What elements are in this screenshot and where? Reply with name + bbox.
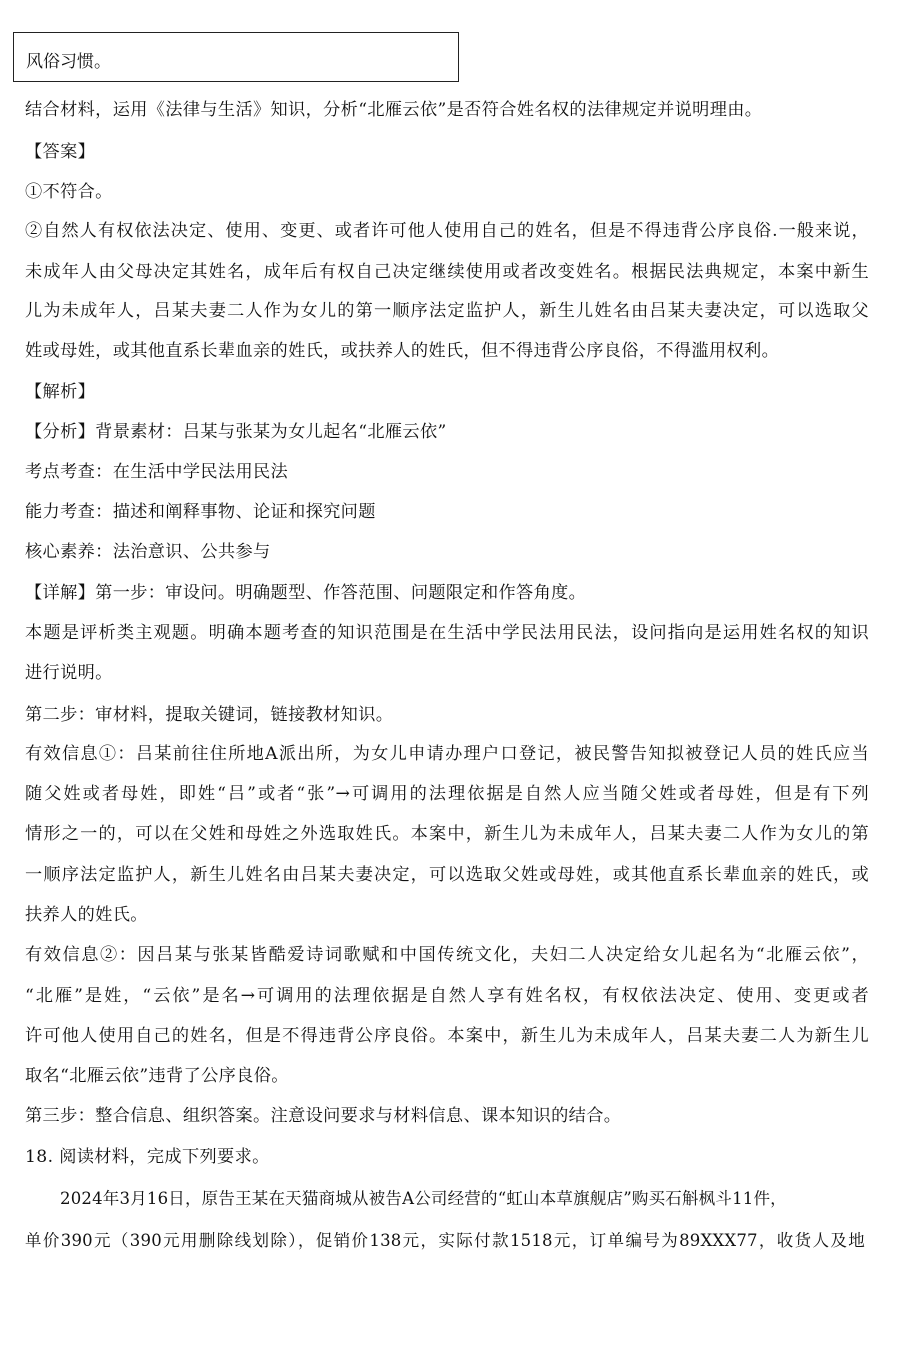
- answer-line: 儿为未成年人，吕某夫妻二人作为女儿的第一顺序法定监护人，新生儿姓名由吕某夫妻决定，可以选取父: [25, 301, 869, 321]
- analysis-line: 有效信息②：因吕某与张某皆酷爱诗词歌赋和中国传统文化，夫妇二人决定给女儿起名为“北雁云依”，: [25, 945, 869, 965]
- analysis-line: 一顺序法定监护人，新生儿姓名由吕某夫妻决定，可以选取父姓或母姓，或其他直系长辈血亲的姓氏，或: [25, 865, 869, 885]
- analysis-line: 取名“北雁云依”违背了公序良俗。: [25, 1066, 289, 1086]
- analysis-line: 扶养人的姓氏。: [25, 905, 148, 925]
- analysis-line: 第三步：整合信息、组织答案。注意设问要求与材料信息、课本知识的结合。: [25, 1106, 622, 1126]
- answer-heading: 【答案】: [25, 142, 96, 162]
- analysis-line: 核心素养：法治意识、公共参与: [25, 542, 271, 562]
- analysis-line: 许可他人使用自己的姓名，但是不得违背公序良俗。本案中，新生儿为未成年人，吕某夫妻二人为新生儿: [25, 1026, 869, 1046]
- question-18-material: 单价390元（390元用删除线划除），促销价138元，实际付款1518元，订单编号为89XXX77，收货人及地: [25, 1231, 865, 1250]
- answer-line: 未成年人由父母决定其姓名，成年后有权自己决定继续使用或者改变姓名。根据民法典规定，本案中新生: [25, 262, 869, 282]
- answer-line: 姓或母姓，或其他直系长辈血亲的姓氏，或扶养人的姓氏，但不得违背公序良俗，不得滥用权利。: [25, 341, 780, 361]
- analysis-line: 【详解】第一步：审设问。明确题型、作答范围、问题限定和作答角度。: [25, 583, 587, 603]
- analysis-line: 本题是评析类主观题。明确本题考查的知识范围是在生活中学民法用民法，设问指向是运用姓名权的知识: [25, 623, 869, 643]
- analysis-line: 考点考查：在生活中学民法用民法: [25, 462, 289, 482]
- answer-line: ①不符合。: [25, 182, 113, 202]
- analysis-line: 第二步：审材料，提取关键词，链接教材知识。: [25, 705, 394, 725]
- question-text: 结合材料，运用《法律与生活》知识，分析“北雁云依”是否符合姓名权的法律规定并说明理由。: [25, 100, 763, 120]
- analysis-line: 随父姓或者母姓，即姓“吕”或者“张”→可调用的法理依据是自然人应当随父姓或者母姓，但是有下列: [25, 784, 869, 804]
- question-18-title: 18. 阅读材料，完成下列要求。: [25, 1147, 270, 1167]
- analysis-line: 【分析】背景素材：吕某与张某为女儿起名“北雁云依”: [25, 422, 447, 442]
- analysis-line: 有效信息①：吕某前往住所地A派出所，为女儿申请办理户口登记，被民警告知拟被登记人员的姓氏应当: [25, 744, 869, 764]
- analysis-line: 能力考查：描述和阐释事物、论证和探究问题: [25, 502, 376, 522]
- material-box-text: 风俗习惯。: [26, 52, 111, 72]
- analysis-heading: 【解析】: [25, 382, 96, 402]
- analysis-line: 情形之一的，可以在父姓和母姓之外选取姓氏。本案中，新生儿为未成年人，吕某夫妻二人作为女儿的第: [25, 824, 869, 844]
- analysis-line: “北雁”是姓，“云依”是名→可调用的法理依据是自然人享有姓名权，有权依法决定、使用、变更或者: [25, 986, 869, 1006]
- question-18-material: 2024年3月16日，原告王某在天猫商城从被告A公司经营的“虹山本草旗舰店”购买石斛枫斗11件，: [60, 1189, 787, 1208]
- analysis-line: 进行说明。: [25, 663, 113, 683]
- material-box: [13, 32, 459, 82]
- answer-line: ②自然人有权依法决定、使用、变更、或者许可他人使用自己的姓名，但是不得违背公序良俗.一般来说，: [25, 221, 869, 241]
